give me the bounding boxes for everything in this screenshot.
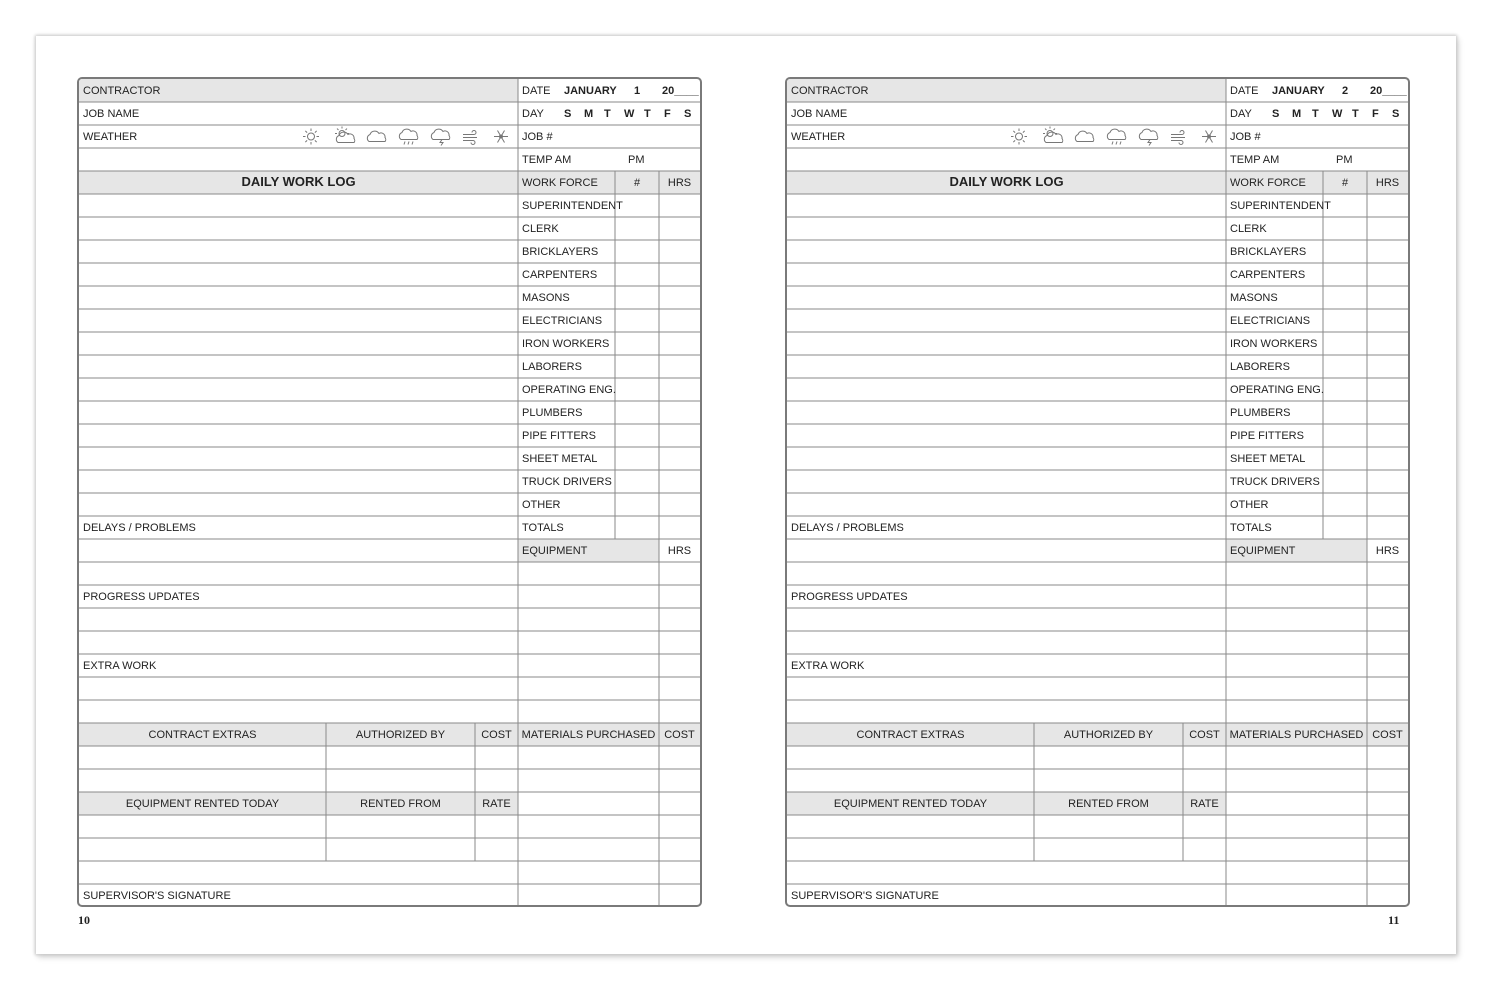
weekday-letter: S	[684, 108, 692, 120]
trade-label: OTHER	[1230, 499, 1269, 511]
trade-label: PIPE FITTERS	[1230, 430, 1304, 442]
trade-label: CARPENTERS	[522, 269, 598, 281]
trade-label: BRICKLAYERS	[522, 246, 599, 258]
rate-header: RATE	[482, 798, 511, 810]
weekday-letter: F	[664, 108, 671, 120]
date-month: JANUARY	[1272, 85, 1325, 97]
trade-label: IRON WORKERS	[1230, 338, 1318, 350]
weekday-letter: W	[624, 108, 635, 120]
rented-from-header: RENTED FROM	[360, 798, 441, 810]
materials-cost-header: COST	[1372, 729, 1403, 741]
day-label: DAY	[1230, 108, 1252, 120]
trade-label: TRUCK DRIVERS	[522, 476, 612, 488]
materials-purchased-header: MATERIALS PURCHASED	[521, 729, 656, 741]
trade-label: CLERK	[1230, 223, 1267, 235]
rain-icon	[399, 129, 417, 144]
weather-label: WEATHER	[83, 131, 138, 143]
equipment-header: EQUIPMENT	[522, 545, 588, 557]
trade-label: ELECTRICIANS	[1230, 315, 1311, 327]
contract-cost-header: COST	[481, 729, 512, 741]
trade-label: LABORERS	[1230, 361, 1290, 373]
equipment-hours-header: HRS	[667, 545, 692, 557]
trade-label: MASONS	[522, 292, 570, 304]
job-name-label: JOB NAME	[83, 108, 140, 120]
temp-pm-label: PM	[628, 154, 645, 166]
cloud-icon	[1075, 131, 1093, 141]
date-month: JANUARY	[564, 85, 617, 97]
wind-icon	[463, 131, 477, 145]
trade-label: LABORERS	[522, 361, 582, 373]
daily-log-form-page-11	[785, 77, 1410, 907]
trade-label: TOTALS	[522, 522, 564, 534]
trade-label: ELECTRICIANS	[522, 315, 603, 327]
trade-label: OTHER	[522, 499, 561, 511]
weekday-letter: W	[1332, 108, 1343, 120]
job-number-label: JOB #	[1230, 131, 1261, 143]
trade-label: TRUCK DRIVERS	[1230, 476, 1320, 488]
weekday-letter: T	[644, 108, 651, 120]
rate-header: RATE	[1190, 798, 1219, 810]
job-name-label: JOB NAME	[791, 108, 848, 120]
date-label: DATE	[1230, 85, 1259, 97]
temp-am-label: TEMP AM	[522, 154, 572, 166]
extra-work-label: EXTRA WORK	[791, 660, 865, 672]
work-force-header: WORK FORCE	[522, 177, 598, 189]
trade-label: SHEET METAL	[522, 453, 598, 465]
equipment-rented-header: EQUIPMENT RENTED TODAY	[833, 798, 988, 810]
trade-label: SUPERINTENDENT	[522, 200, 623, 212]
weekday-letter: S	[1392, 108, 1400, 120]
day-label: DAY	[522, 108, 544, 120]
trade-label: BRICKLAYERS	[1230, 246, 1307, 258]
supervisor-signature-label: SUPERVISOR'S SIGNATURE	[791, 890, 939, 902]
daily-work-log-title: DAILY WORK LOG	[949, 174, 1064, 189]
trade-label: SUPERINTENDENT	[1230, 200, 1331, 212]
weekday-letter: T	[604, 108, 611, 120]
cloud-icon	[367, 131, 385, 141]
trade-label: PLUMBERS	[1230, 407, 1291, 419]
daily-work-log-title: DAILY WORK LOG	[241, 174, 356, 189]
count-header: #	[633, 177, 641, 189]
date-year: 20____	[1370, 85, 1407, 97]
date-day: 2	[1342, 85, 1349, 97]
contract-extras-header: CONTRACT EXTRAS	[856, 729, 965, 741]
trade-label: CARPENTERS	[1230, 269, 1306, 281]
page-number-right: 11	[1388, 913, 1400, 927]
delays-problems-label: DELAYS / PROBLEMS	[83, 522, 196, 534]
date-label: DATE	[522, 85, 551, 97]
job-number-label: JOB #	[522, 131, 553, 143]
snow-icon	[494, 130, 508, 142]
work-force-header: WORK FORCE	[1230, 177, 1306, 189]
contractor-label: CONTRACTOR	[83, 85, 161, 97]
daily-log-form-page-10	[77, 77, 702, 907]
temp-am-label: TEMP AM	[1230, 154, 1280, 166]
weekday-letter: F	[1372, 108, 1379, 120]
date-day: 1	[634, 85, 641, 97]
weekday-letter: T	[1352, 108, 1359, 120]
trade-label: OPERATING ENG.	[522, 384, 616, 396]
sun-icon	[303, 129, 319, 145]
extra-work-label: EXTRA WORK	[83, 660, 157, 672]
equipment-hours-header: HRS	[1375, 545, 1400, 557]
trade-label: SHEET METAL	[1230, 453, 1306, 465]
progress-updates-label: PROGRESS UPDATES	[791, 591, 908, 603]
delays-problems-label: DELAYS / PROBLEMS	[791, 522, 904, 534]
hours-header: HRS	[667, 177, 692, 189]
weekday-letter: M	[584, 108, 594, 120]
contract-cost-header: COST	[1189, 729, 1220, 741]
trade-label: CLERK	[522, 223, 559, 235]
temp-pm-label: PM	[1336, 154, 1353, 166]
hours-header: HRS	[1375, 177, 1400, 189]
trade-label: IRON WORKERS	[522, 338, 610, 350]
weekday-letter: M	[1292, 108, 1302, 120]
count-header: #	[1341, 177, 1349, 189]
weekday-letter: T	[1312, 108, 1319, 120]
storm-icon	[431, 129, 449, 145]
trade-label: TOTALS	[1230, 522, 1272, 534]
page-number-left: 10	[78, 913, 90, 927]
partly-cloudy-icon	[335, 127, 355, 143]
equipment-header: EQUIPMENT	[1230, 545, 1296, 557]
sun-icon	[1011, 129, 1027, 145]
partly-cloudy-icon	[1043, 127, 1063, 143]
supervisor-signature-label: SUPERVISOR'S SIGNATURE	[83, 890, 231, 902]
wind-icon	[1171, 131, 1185, 145]
weather-label: WEATHER	[791, 131, 846, 143]
trade-label: MASONS	[1230, 292, 1278, 304]
materials-cost-header: COST	[664, 729, 695, 741]
progress-updates-label: PROGRESS UPDATES	[83, 591, 200, 603]
snow-icon	[1202, 130, 1216, 142]
trade-label: PLUMBERS	[522, 407, 583, 419]
authorized-by-header: AUTHORIZED BY	[1063, 729, 1154, 741]
materials-purchased-header: MATERIALS PURCHASED	[1229, 729, 1364, 741]
weekday-letter: S	[1272, 108, 1280, 120]
date-year: 20____	[662, 85, 699, 97]
authorized-by-header: AUTHORIZED BY	[355, 729, 446, 741]
storm-icon	[1139, 129, 1157, 145]
contractor-label: CONTRACTOR	[791, 85, 869, 97]
weekday-letter: S	[564, 108, 572, 120]
trade-label: PIPE FITTERS	[522, 430, 596, 442]
equipment-rented-header: EQUIPMENT RENTED TODAY	[125, 798, 280, 810]
rain-icon	[1107, 129, 1125, 144]
rented-from-header: RENTED FROM	[1068, 798, 1149, 810]
contract-extras-header: CONTRACT EXTRAS	[148, 729, 257, 741]
trade-label: OPERATING ENG.	[1230, 384, 1324, 396]
